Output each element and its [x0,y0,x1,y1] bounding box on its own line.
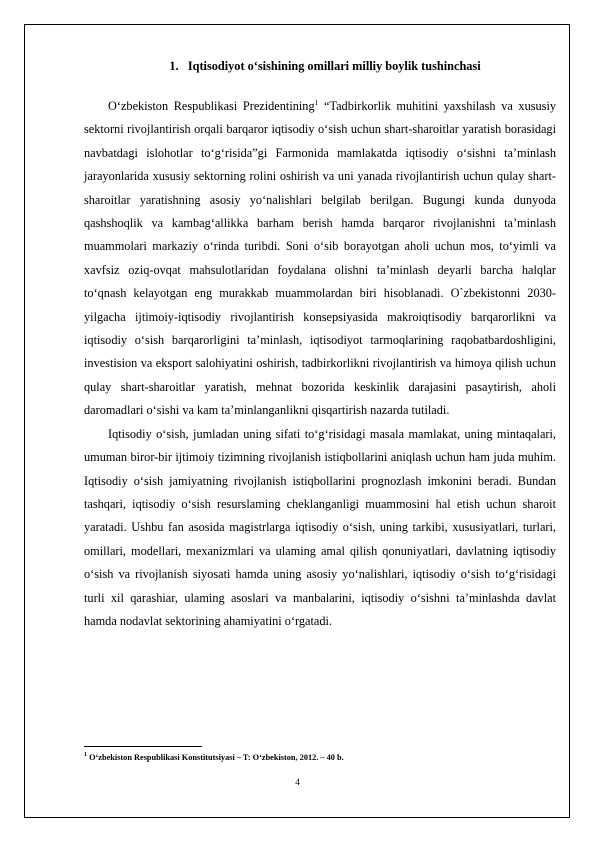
paragraph-1-start: O‘zbekiston Respublikasi Prezidentining [108,99,315,113]
footnote-divider [84,746,202,747]
section-heading [84,58,556,74]
paragraph-2: Iqtisodiy o‘sish, jumladan uning sifati to‘g‘risidagi masala mamlakat, uning mintaqalari, umuman biror-bir ijtimoiy tizimning rivojlanish istiqbollarini aniqlash uchun ham juda muhim. Iqtisodiy o‘sish jamiyatning rivojlanish istiqbollarini prognozlash imkonini beradi. Bundan tashqari, iqtisodiy o‘sish resurslaming cheklanganligi muammosini hal etish uchun sharoit yaratadi. Ushbu fan asosida magistrlarga iqtisodiy o‘sish, uning tarkibi, xususiyatlari, turlari, omillari, modellari, mexanizmlari va ulaming amal qilish qonuniyatlari, davlatning iqtisodiy o‘sish va rivojlanish siyosati hamda uning asosiy yo‘nalishlari, iqtisodiy o‘sish to‘g‘risidagi turli xil qarashiar, ulaming asoslari va manbalarini, iqtisodiy o‘sishni ta’minlashda davlat hamda nodavlat sektorining ahamiyatini o‘rgatadi. [84,426,556,628]
footnote-text: O‘zbekiston Respublikasi Konstitutsiyasi – T: O‘zbekiston, 2012. – 40 b. [87,753,344,762]
footnote-marker: 1 [84,752,87,759]
paragraph-1 [84,95,556,423]
heading-number: 1. [169,59,179,73]
footnote-reference: 1 [314,97,319,107]
footnote [84,752,554,763]
page-number: 4 [295,777,300,787]
document-body [84,58,556,633]
paragraph-1-rest: “Tadbirkorlik muhitini yaxshilash va xususiy sektorni rivojlantirish orqali barqaror iqtisodiy o‘sish uchun shart-sharoitlar yaratish borasidagi navbatdagi islohotlar to‘g‘risida”gi Farmonida mamlakatda iqtisodiy o‘sishni ta’minlash jarayonlarida xususiy sektorning rolini oshirish va uni yanada rivojlantirish uchun qulay shart-sharoitlar yaratishning asosiy yo‘nalishlari belgilab berilgan. Bugungi kunda dunyoda qashshoqlik va kambag‘allikka barham berish hamda barqaror rivojlanishni ta’minlash muammolari markaziy o‘rinda turibdi. Soni o‘sib borayotgan aholi uchun mos, to‘yimli va xavfsiz oziq-ovqat mahsulotlaridan foydalana olishni ta’minlash deyarli barcha halqlar to‘qnash kelayotgan eng murakkab muammolardan biri hisoblanadi. O`zbekistonni 2030- yilgacha ijtimoiy-iqtisodiy rivojlantirish konsepsiyasida makroiqtisodiy barqarorlikni va iqtisodiy o‘sish barqarorligini ta’minlash, iqtisodiyot tarmoqlarining raqobatbardoshligini, investision va eksport salohiyatini oshirish, tadbirkorlikni rivojlantirish va himoya qilish uchun qulay shart-sharoitlar yaratish, mehnat bozorida keskinlik darajasini pasaytirish, aholi daromadlari o‘sishi va kam ta’minlanganlikni qisqartirish nazarda tutiladi. [84,99,557,418]
heading-title: Iqtisodiyot o‘sishining omillari milliy boylik tushinchasi [187,59,481,73]
